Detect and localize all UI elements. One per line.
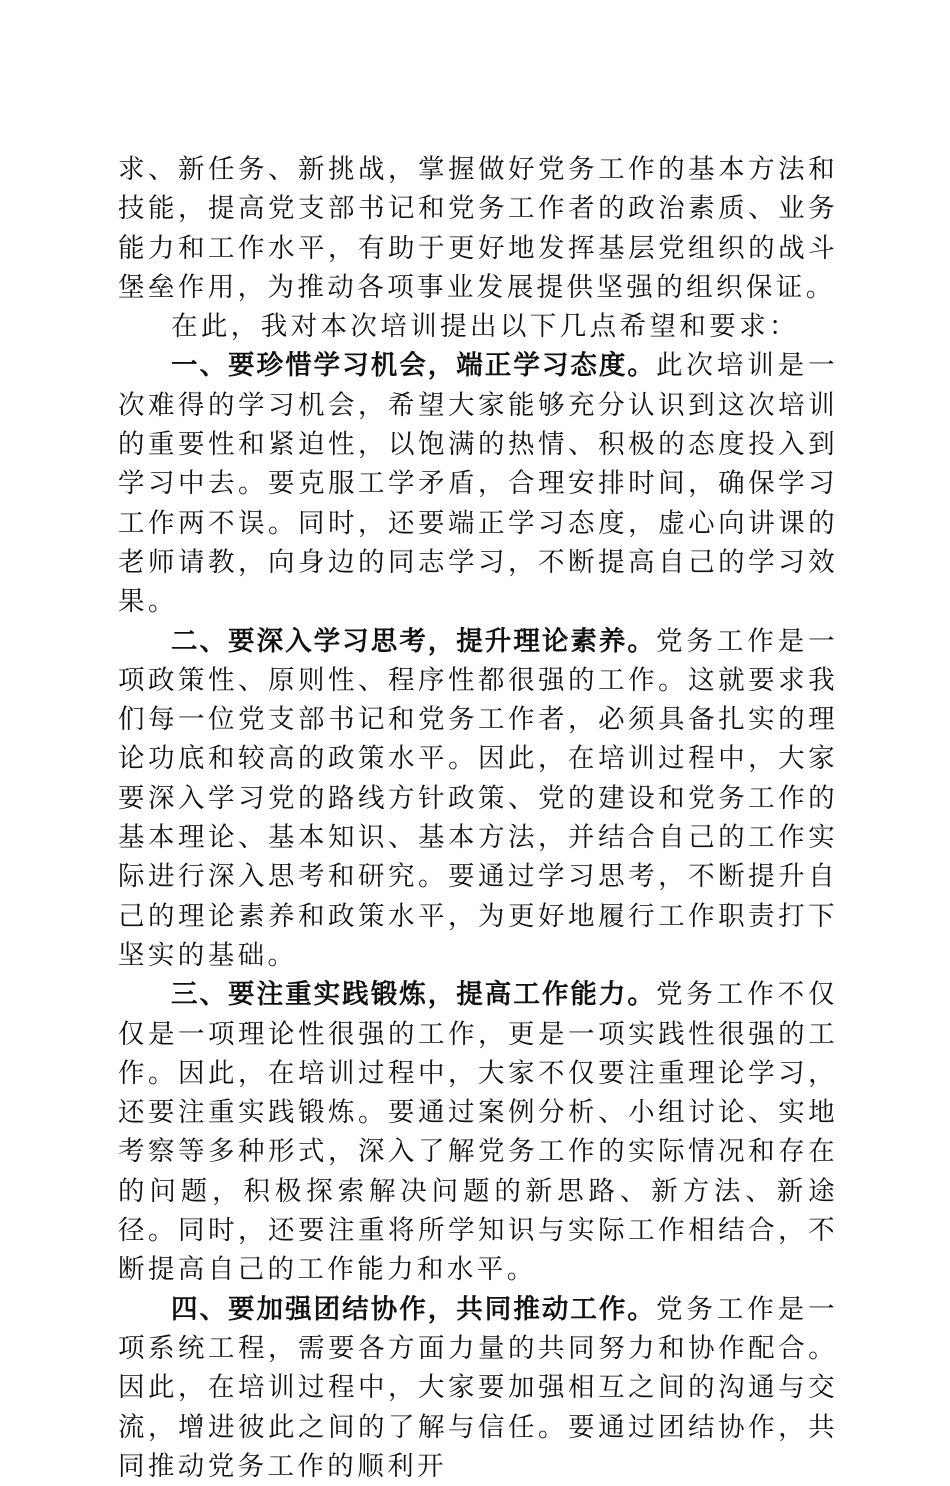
paragraph-text: 党务工作不仅仅是一项理论性很强的工作，更是一项实践性很强的工作。因此，在培训过程中，大家不仅要注重理论学习，还要注重实践锻炼。要通过案例分析、小组讨论、实地考察等多种形式，深入了解党务工作的实际情况和存在的问题，积极探索解决问题的新思路、新方法、新途径。同时，还要注重将所学知识与实际工作相结合，不断提高自己的工作能力和水平。 — [118, 979, 839, 1286]
paragraph-text: 求、新任务、新挑战，掌握做好党务工作的基本方法和技能，提高党支部书记和党务工作者的政治素质、业务能力和工作水平，有助于更好地发挥基层党组织的战斗堡垒作用，为推动各项事业发展提供坚强的组织保证。 — [118, 154, 838, 303]
paragraph-text: 在此，我对本次培训提出以下几点希望和要求： — [171, 311, 799, 343]
point-heading: 三、要注重实践锻炼，提高工作能力。 — [171, 979, 656, 1011]
document-body — [118, 150, 838, 1486]
paragraph-text: 党务工作是一项系统工程，需要各方面力量的共同努力和协作配合。因此，在培训过程中，大家要加强相互之间的沟通与交流，增进彼此之间的了解与信任。要通过团结协作，共同推动党务工作的顺利开 — [118, 1293, 839, 1482]
paragraph-text: 党务工作是一项政策性、原则性、程序性都很强的工作。这就要求我们每一位党支部书记和党务工作者，必须具备扎实的理论功底和较高的政策水平。因此，在培训过程中，大家要深入学习党的路线方针政策、党的建设和党务工作的基本理论、基本知识、基本方法，并结合自己的工作实际进行深入思考和研究。要通过学习思考，不断提升自己的理论素养和政策水平，为更好地履行工作职责打下坚实的基础。 — [118, 625, 839, 971]
paragraph-intro — [118, 307, 838, 346]
point-heading: 四、要加强团结协作，共同推动工作。 — [171, 1293, 656, 1325]
paragraph-point-4 — [118, 1290, 838, 1486]
paragraph-text: 此次培训是一次难得的学习机会，希望大家能够充分认识到这次培训的重要性和紧迫性，以饱满的热情、积极的态度投入到学习中去。要克服工学矛盾，合理安排时间，确保学习工作两不误。同时，还要端正学习态度，虚心向讲课的老师请教，向身边的同志学习，不断提高自己的学习效果。 — [118, 350, 839, 618]
point-heading: 二、要深入学习思考，提升理论素养。 — [171, 625, 656, 657]
paragraph-continuation — [118, 150, 838, 307]
paragraph-point-1 — [118, 346, 838, 621]
paragraph-point-3 — [118, 975, 838, 1289]
paragraph-point-2 — [118, 622, 838, 976]
point-heading: 一、要珍惜学习机会，端正学习态度。 — [171, 350, 656, 382]
